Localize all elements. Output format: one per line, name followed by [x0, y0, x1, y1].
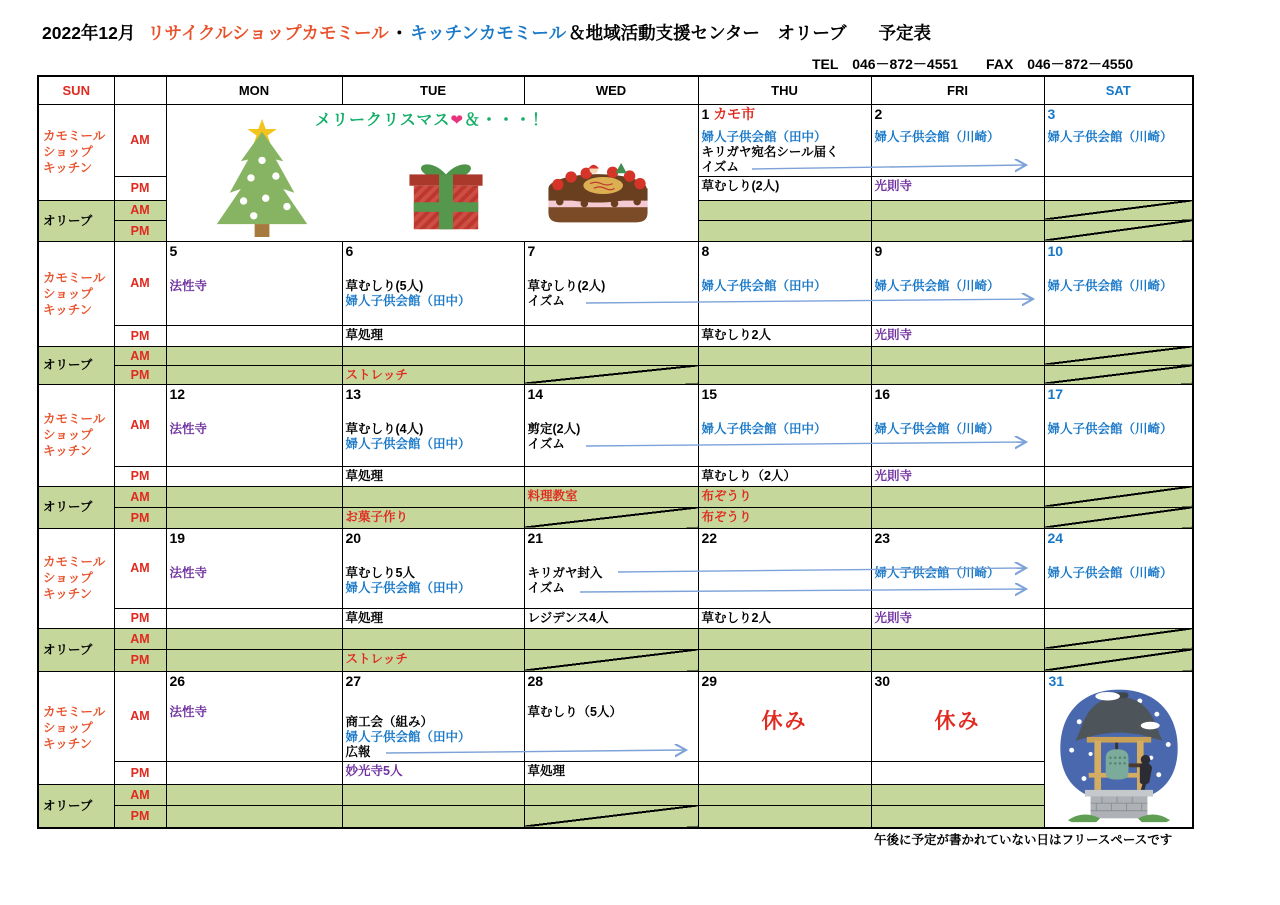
cell-w4-tue-opm: ストレッチ	[342, 649, 524, 671]
cell-w4-wed-am: 21 キリガヤ封入 イズム	[524, 528, 698, 608]
cell-w3-sat-am: 17 婦人子供会館（川崎）	[1044, 384, 1193, 466]
christmas-tree-icon	[195, 117, 330, 237]
cell-w4-sat-opm-crossed	[1044, 649, 1193, 671]
pm-label: PM	[114, 649, 166, 671]
cell-w3-sat-opm-crossed	[1044, 507, 1193, 528]
pm-label: PM	[114, 176, 166, 200]
cell-w1-thu-am: 1 カモ市 婦人子供会館（田中） キリガヤ宛名シール届く イズム	[698, 104, 871, 176]
christmas-cake-icon	[539, 160, 657, 228]
am-label: AM	[114, 346, 166, 365]
cell-w4-thu-am: 22	[698, 528, 871, 608]
day-number: 2	[874, 105, 883, 122]
row-label-olive: オリーブ	[38, 486, 114, 528]
cell-w2-mon-pm	[166, 325, 342, 346]
christmas-banner: メリークリスマス❤＆・・・！	[315, 111, 549, 129]
am-label: AM	[114, 241, 166, 325]
pm-label: PM	[114, 220, 166, 241]
am-label: AM	[114, 200, 166, 220]
header-thu: THU	[698, 76, 871, 104]
header-sat: SAT	[1044, 76, 1193, 104]
cell-w1-fri-opm	[871, 220, 1044, 241]
cell-w2-fri-pm: 光則寺	[871, 325, 1044, 346]
cell-w3-sat-oam-crossed	[1044, 486, 1193, 507]
cell-w4-wed-opm-crossed	[524, 649, 698, 671]
cell-w1-fri-pm: 光則寺	[871, 176, 1044, 200]
row-label-kamomiru: カモミール ショップ キッチン	[38, 528, 114, 628]
closed-label: 休み	[761, 709, 808, 733]
heart-icon: ❤	[450, 111, 464, 129]
cell-w2-tue-opm: ストレッチ	[342, 365, 524, 384]
cell-w3-thu-am: 15 婦人子供会館（田中）	[698, 384, 871, 466]
pm-label: PM	[114, 466, 166, 486]
row-label-kamomiru: カモミール ショップ キッチン	[38, 104, 114, 200]
cell-w4-wed-pm: レジデンス4人	[524, 608, 698, 628]
cell-w1-fri-oam	[871, 200, 1044, 220]
schedule-table	[37, 75, 1194, 829]
pm-label: PM	[114, 325, 166, 346]
cell-w4-fri-pm: 光則寺	[871, 608, 1044, 628]
temple-bell-icon	[1050, 682, 1188, 824]
row-label-olive: オリーブ	[38, 784, 114, 828]
cell-w1-sat-am: 3 婦人子供会館（川崎）	[1044, 104, 1193, 176]
cell-w3-wed-opm-crossed	[524, 507, 698, 528]
cell-w4-thu-pm: 草むしり2人	[698, 608, 871, 628]
header-sun: SUN	[38, 76, 114, 104]
cell-w2-sat-opm-crossed	[1044, 365, 1193, 384]
cell-w2-tue-pm: 草処理	[342, 325, 524, 346]
cell-w4-fri-am: 23 婦人子供会館（川崎）	[871, 528, 1044, 608]
cell-w2-thu-pm: 草むしり2人	[698, 325, 871, 346]
am-label: AM	[114, 671, 166, 761]
pm-label: PM	[114, 608, 166, 628]
header-row	[38, 76, 1193, 104]
footer-note: 午後に予定が書かれていない日はフリースペースです	[874, 833, 1173, 847]
cell-w5-wed-am: 28 草むしり（5人）	[524, 671, 698, 761]
row-label-kamomiru: カモミール ショップ キッチン	[38, 671, 114, 784]
cell-w3-wed-am: 14 剪定(2人) イズム	[524, 384, 698, 466]
cell-w4-sat-am: 24 婦人子供会館（川崎）	[1044, 528, 1193, 608]
cell-w3-tue-opm: お菓子作り	[342, 507, 524, 528]
title-kitchen-name: キッチンカモミール	[410, 23, 567, 43]
cell-w2-wed-opm-crossed	[524, 365, 698, 384]
pm-label: PM	[114, 365, 166, 384]
day-number: 1 カモ市	[701, 105, 756, 122]
cell-w3-fri-am: 16 婦人子供会館（川崎）	[871, 384, 1044, 466]
row-label-kamomiru: カモミール ショップ キッチン	[38, 241, 114, 346]
contact-info: TEL 046－872－4551 FAX 046－872－4550	[812, 56, 1134, 72]
cell-w3-tue-am: 13 草むしり(4人) 婦人子供会館（田中）	[342, 384, 524, 466]
cell-w4-tue-am: 20 草むしり5人 婦人子供会館（田中）	[342, 528, 524, 608]
title-suffix: 予定表	[878, 23, 932, 43]
row-label-olive: オリーブ	[38, 200, 114, 241]
cell-w1-thu-opm	[698, 220, 871, 241]
pm-label: PM	[114, 761, 166, 784]
row-label-olive: オリーブ	[38, 346, 114, 384]
header-tue: TUE	[342, 76, 524, 104]
cell-w3-wed-oam: 料理教室	[524, 486, 698, 507]
event-kamoichi: カモ市	[713, 105, 756, 122]
title-date: 2022年12月	[42, 23, 136, 43]
cell-w1-sat-opm-crossed	[1044, 220, 1193, 241]
am-label: AM	[114, 384, 166, 466]
cell-w2-mon-am: 5 法性寺	[166, 241, 342, 325]
header-wed: WED	[524, 76, 698, 104]
cell-w2-sat-pm	[1044, 325, 1193, 346]
cell-w3-thu-oam: 布ぞうり	[698, 486, 871, 507]
header-fri: FRI	[871, 76, 1044, 104]
cell-w5-fri-am-closed: 30 休み	[871, 671, 1044, 761]
row-label-olive: オリーブ	[38, 628, 114, 671]
cell-w1-sat-pm	[1044, 176, 1193, 200]
cell-w2-wed-pm	[524, 325, 698, 346]
cell-w3-thu-opm: 布ぞうり	[698, 507, 871, 528]
cell-w2-tue-am: 6 草むしり(5人) 婦人子供会館（田中）	[342, 241, 524, 325]
header-mon: MON	[166, 76, 342, 104]
cell-w4-mon-am: 19 法性寺	[166, 528, 342, 608]
closed-label: 休み	[934, 709, 981, 733]
cell-w5-tue-am: 27 商工会（組み） 婦人子供会館（田中） 広報	[342, 671, 524, 761]
title-separator: ・	[390, 23, 409, 43]
header-blank	[114, 76, 166, 104]
cell-w2-thu-am: 8 婦人子供会館（田中）	[698, 241, 871, 325]
am-label: AM	[114, 784, 166, 805]
title-center-name: ＆地域活動支援センター オリーブ	[568, 23, 847, 43]
cell-w5-wed-pm: 草処理	[524, 761, 698, 784]
day-number: 3	[1047, 105, 1056, 122]
cell-w5-mon-am: 26 法性寺	[166, 671, 342, 761]
cell-w3-fri-pm: 光則寺	[871, 466, 1044, 486]
row-label-kamomiru: カモミール ショップ キッチン	[38, 384, 114, 486]
cell-w2-sat-am: 10 婦人子供会館（川崎）	[1044, 241, 1193, 325]
am-label: AM	[114, 628, 166, 649]
cell-w1-fri-am: 2 婦人子供会館（川崎）	[871, 104, 1044, 176]
cell-w3-mon-am: 12 法性寺	[166, 384, 342, 466]
cell-w2-wed-am: 7 草むしり(2人) イズム	[524, 241, 698, 325]
christmas-cell	[166, 104, 698, 241]
cell-w5-wed-opm-crossed	[524, 805, 698, 828]
am-label: AM	[114, 486, 166, 507]
cell-w5-thu-am-closed: 29 休み	[698, 671, 871, 761]
cell-w4-sat-oam-crossed	[1044, 628, 1193, 649]
cell-w1-thu-pm: 草むしり(2人)	[698, 176, 871, 200]
page-title	[42, 20, 933, 45]
pm-label: PM	[114, 805, 166, 828]
am-label: AM	[114, 104, 166, 176]
cell-w4-tue-pm: 草処理	[342, 608, 524, 628]
cell-w1-thu-oam	[698, 200, 871, 220]
am-label: AM	[114, 528, 166, 608]
title-shop-name: リサイクルショップカモミール	[147, 23, 389, 43]
cell-w2-fri-am: 9 婦人子供会館（川崎）	[871, 241, 1044, 325]
gift-box-icon	[400, 157, 492, 231]
cell-w2-sat-oam-crossed	[1044, 346, 1193, 365]
cell-w3-tue-pm: 草処理	[342, 466, 524, 486]
cell-w3-thu-pm: 草むしり（2人）	[698, 466, 871, 486]
cell-w5-tue-pm: 妙光寺5人	[342, 761, 524, 784]
cell-w5-sat-newyear: 31	[1044, 671, 1193, 828]
cell-w1-sat-oam-crossed	[1044, 200, 1193, 220]
pm-label: PM	[114, 507, 166, 528]
